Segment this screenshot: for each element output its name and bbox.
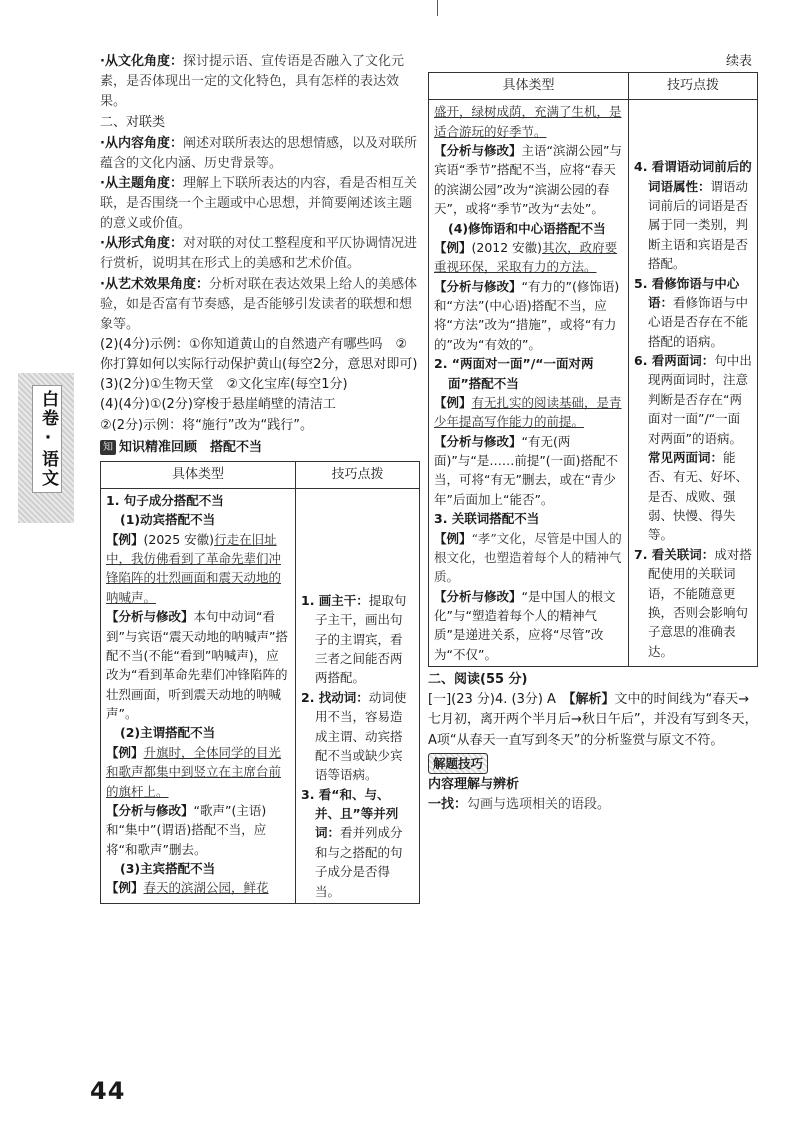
row2-title: 2. “两面对一面”/“一面对两面”搭配不当 xyxy=(434,356,594,391)
content-angle-paragraph xyxy=(100,134,420,174)
example-text: 升旗时，全体同学的目光和歌声都集中到竖立在主席台前的旗杆上。 xyxy=(106,744,282,799)
knowledge-review-title: 知识精准回顾 xyxy=(119,439,198,455)
analysis-text: 本句中动词“看到”与宾语“震天动地的呐喊声”搭配不当(不能“看到”呐喊声)，应改为“看到革命先辈们冲锋陷阵的壮烈画面，听到震天动地的呐喊声”。 xyxy=(106,609,288,722)
answer-q2: (2)(4分)示例：①你知道黄山的自然遗产有哪些吗 ②你打算如何以实际行动保护黄山(每空2分，意思对即可) xyxy=(100,336,418,373)
continued-analysis xyxy=(434,141,623,219)
example-source: (2012 安徽) xyxy=(471,239,543,255)
analysis-text: 主语“滨湖公园”与宾语“季节”搭配不当，应将“春天的滨湖公园”改为“滨湖公园的春天”，或将“季节”改为“去处”。 xyxy=(434,143,622,217)
art-angle-text: 分析对联在表达效果上给人的美感体验，如是否富有节奏感，是否能够引发读者的联想和想象等。 xyxy=(100,276,417,332)
table-header-type: 具体类型 xyxy=(429,73,629,100)
tip6b xyxy=(634,448,752,545)
continued-example-text: 盛开，绿树成荫，充满了生机，是适合游玩的好季节。 xyxy=(434,104,622,139)
form-angle-text: 对对联的对仗工整程度和平仄协调情况进行赏析，说明其在形式上的美感和艺术价值。 xyxy=(100,236,417,272)
row1-title: 1. 句子成分搭配不当 xyxy=(106,492,224,508)
example-label: 【例】 xyxy=(434,394,472,410)
theme-angle-paragraph xyxy=(100,174,420,234)
tip1 xyxy=(301,591,414,688)
tip3-text: 看并列成分和与之搭配的句子成分是否得当。 xyxy=(315,825,403,899)
row1-example xyxy=(106,530,290,608)
couplet-heading: 二、对联类 xyxy=(100,115,166,131)
analysis-label: 【分析与修改】 xyxy=(434,588,522,604)
culture-angle-paragraph xyxy=(100,52,420,112)
row1-sub1: (1)动宾搭配不当 xyxy=(120,512,216,528)
tip5 xyxy=(634,274,752,352)
tip6 xyxy=(634,351,752,448)
analysis-text: “有无(两面)”与“是……前提”(一面)搭配不当，可将“有无”删去，或在“青少年”后面加上“能否”。 xyxy=(434,433,619,507)
knowledge-table-left xyxy=(100,461,420,904)
tip1-text: 提取句子主干，画出句子的主谓宾，看三者之间能否两两搭配。 xyxy=(315,592,407,686)
culture-angle-text: 探讨提示语、宣传语是否融入了文化元素，是否体现出一定的文化特色，具有怎样的表达效果。 xyxy=(100,54,404,110)
content-angle-text: 阐述对联所表达的思想情感，以及对联所蕴含的文化内涵、历史背景等。 xyxy=(100,135,417,171)
example-text: 有无扎实的阅读基础，是青少年提高写作能力的前提。 xyxy=(434,394,622,430)
theme-angle-text: 理解上下联所表达的内容，看是否相互关联，是否围绕一个主题或中心思想，并简要阐述该主题的意义或价值。 xyxy=(100,175,417,232)
tip6-title: 6. 看两面词： xyxy=(634,353,715,369)
tip6b-text: 能否、有无、好坏、是否、成败、强弱、快慢、得失等。 xyxy=(648,449,749,543)
knowledge-review-heading xyxy=(100,438,420,458)
analysis-label: 【分析与修改】 xyxy=(106,609,194,625)
row1-sub3: (3)主宾搭配不当 xyxy=(120,861,216,877)
knowledge-table-right xyxy=(428,72,758,667)
answer-q4: (4)(4分)①(2分)穿梭于悬崖峭壁的清洁工 xyxy=(100,397,336,413)
row2-analysis xyxy=(434,432,623,510)
row1-analysis2 xyxy=(106,801,290,859)
example-label: 【例】 xyxy=(434,239,472,255)
row1-example4 xyxy=(434,238,623,277)
tip2 xyxy=(301,688,414,785)
tip7-text: 成对搭配使用的关联词语，不能随意更换，否则会影响句子意思的准确表达。 xyxy=(648,546,752,659)
answer-q3: (3)(2分)①生物天堂 ②文化宝库(每空1分) xyxy=(100,377,348,393)
example-text: “孝”文化，尽管是中国人的根文化，也塑造着每个人的精神气质。 xyxy=(434,530,622,585)
reading-q4 xyxy=(428,690,758,750)
table-header-tip: 技巧点拨 xyxy=(296,461,420,488)
reading-q4-text: 文中的时间线为“春天→七月初，离开两个半月后→秋日午后”，并没有写到冬天，A项“从春天一直写到冬天”的分析鉴赏与原文不符。 xyxy=(428,692,758,748)
page-number: 44 xyxy=(90,1077,126,1105)
type-cell-left xyxy=(101,488,296,903)
example-label: 【例】 xyxy=(106,744,144,760)
tips-step-text: 勾画与选项相关的语段。 xyxy=(467,797,611,812)
culture-angle-title: ·从文化角度： xyxy=(100,54,183,69)
tip5-text: 看修饰语与中心语是否存在不能搭配的语病。 xyxy=(648,294,749,349)
answer-q5: ②(2分)示例：将“施行”改为“践行”。 xyxy=(100,417,314,433)
tip7-title: 7. 看关联词： xyxy=(634,546,715,562)
row2-example xyxy=(434,393,623,432)
example-text: 其次，政府要重视环保，采取有力的方法。 xyxy=(434,239,618,275)
tips-badge: 解题技巧 xyxy=(428,753,488,774)
row1-analysis4 xyxy=(434,277,623,355)
type-cell-right xyxy=(429,100,629,667)
row1-sub4: (4)修饰语和中心语搭配不当 xyxy=(448,220,606,236)
tip5-title: 5. 看修饰语与中心语： xyxy=(634,275,740,310)
knowledge-review-topic: 搭配不当 xyxy=(210,439,263,455)
analysis-label: 【分析与修改】 xyxy=(434,433,522,449)
form-angle-title: ·从形式角度： xyxy=(100,236,183,252)
example-source: (2025 安徽) xyxy=(143,531,215,547)
reading-q4-prefix: [一](23 分)4. (3分) A xyxy=(428,692,569,708)
example-text: 行走在旧址中，我仿佛看到了革命先辈们冲锋陷阵的壮烈画面和震天动地的呐喊声。 xyxy=(106,531,282,605)
tip-cell-right xyxy=(629,100,758,667)
row1-analysis xyxy=(106,607,290,723)
tip4-text: 谓语动词前后的词语是否属于同一类别，判断主语和宾语是否搭配。 xyxy=(648,178,749,272)
example-label: 【例】 xyxy=(434,530,472,546)
table-header-type: 具体类型 xyxy=(101,461,296,488)
tip2-text: 动词使用不当，容易造成主谓、动宾搭配不当或缺少宾语等语病。 xyxy=(315,689,407,783)
example-label: 【例】 xyxy=(106,531,144,547)
art-angle-paragraph xyxy=(100,275,420,335)
tips-badge-row xyxy=(428,753,758,775)
tip4 xyxy=(634,157,752,273)
analysis-label: 【分析与修改】 xyxy=(434,278,522,294)
analysis-label: 【分析与修改】 xyxy=(434,143,522,159)
knowledge-badge-icon: 知 xyxy=(100,440,116,456)
sidebar-tab xyxy=(18,373,74,523)
row3-analysis xyxy=(434,587,623,665)
tip1-title: 1. 画主干： xyxy=(301,592,369,608)
row3-title: 3. 关联词搭配不当 xyxy=(434,511,540,527)
tip7 xyxy=(634,545,752,661)
tip3-title: 3. 看“和、与、并、且”等并列词： xyxy=(301,786,399,841)
tips-title: 内容理解与辨析 xyxy=(428,776,520,792)
sidebar-tab-label: 白卷·语文 xyxy=(32,385,62,493)
tip6-text: 句中出现两面词时，注意判断是否存在“两面对一面”/“一面对两面”的语病。 xyxy=(648,353,752,446)
row1-sub2: (2)主谓搭配不当 xyxy=(120,725,216,741)
form-angle-paragraph xyxy=(100,234,420,274)
row1-example2 xyxy=(106,743,290,801)
example-label: 【例】 xyxy=(106,880,144,896)
right-column xyxy=(428,0,758,815)
art-angle-title: ·从艺术效果角度： xyxy=(100,276,209,292)
analysis-label: 【分析与修改】 xyxy=(106,802,194,818)
analysis-label: 【解析】 xyxy=(568,692,615,708)
content-angle-title: ·从内容角度： xyxy=(100,135,183,151)
row3-example xyxy=(434,529,623,587)
tips-step-label: 一找： xyxy=(428,797,468,812)
theme-angle-title: ·从主题角度： xyxy=(100,175,183,191)
row1-example3 xyxy=(106,878,290,897)
table-header-tip: 技巧点拨 xyxy=(629,73,758,100)
left-column xyxy=(100,0,420,904)
tip4-title: 4. 看谓语动词前后的词语属性： xyxy=(634,159,752,194)
tip6b-title: 常见两面词： xyxy=(648,449,724,465)
analysis-text: “歌声”(主语)和“集中”(谓语)搭配不当，应将“和歌声”删去。 xyxy=(106,802,267,857)
analysis-text: “有力的”(修饰语)和“方法”(中心语)搭配不当，应将“方法”改为“措施”，或将“有力的”改为“有效的”。 xyxy=(434,278,620,352)
continued-label: 续表 xyxy=(725,54,752,69)
tip-cell-left xyxy=(296,488,420,903)
tip2-title: 2. 找动词： xyxy=(301,689,369,705)
reading-heading: 二、阅读(55 分) xyxy=(428,672,528,688)
tip3 xyxy=(301,785,414,901)
example-text: 春天的滨湖公园，鲜花 xyxy=(143,880,269,896)
tips-step xyxy=(428,795,758,815)
analysis-text: “是中国人的根文化”与“塑造着每个人的精神气质”是递进关系，应将“尽管”改为“不仅”。 xyxy=(434,588,616,662)
